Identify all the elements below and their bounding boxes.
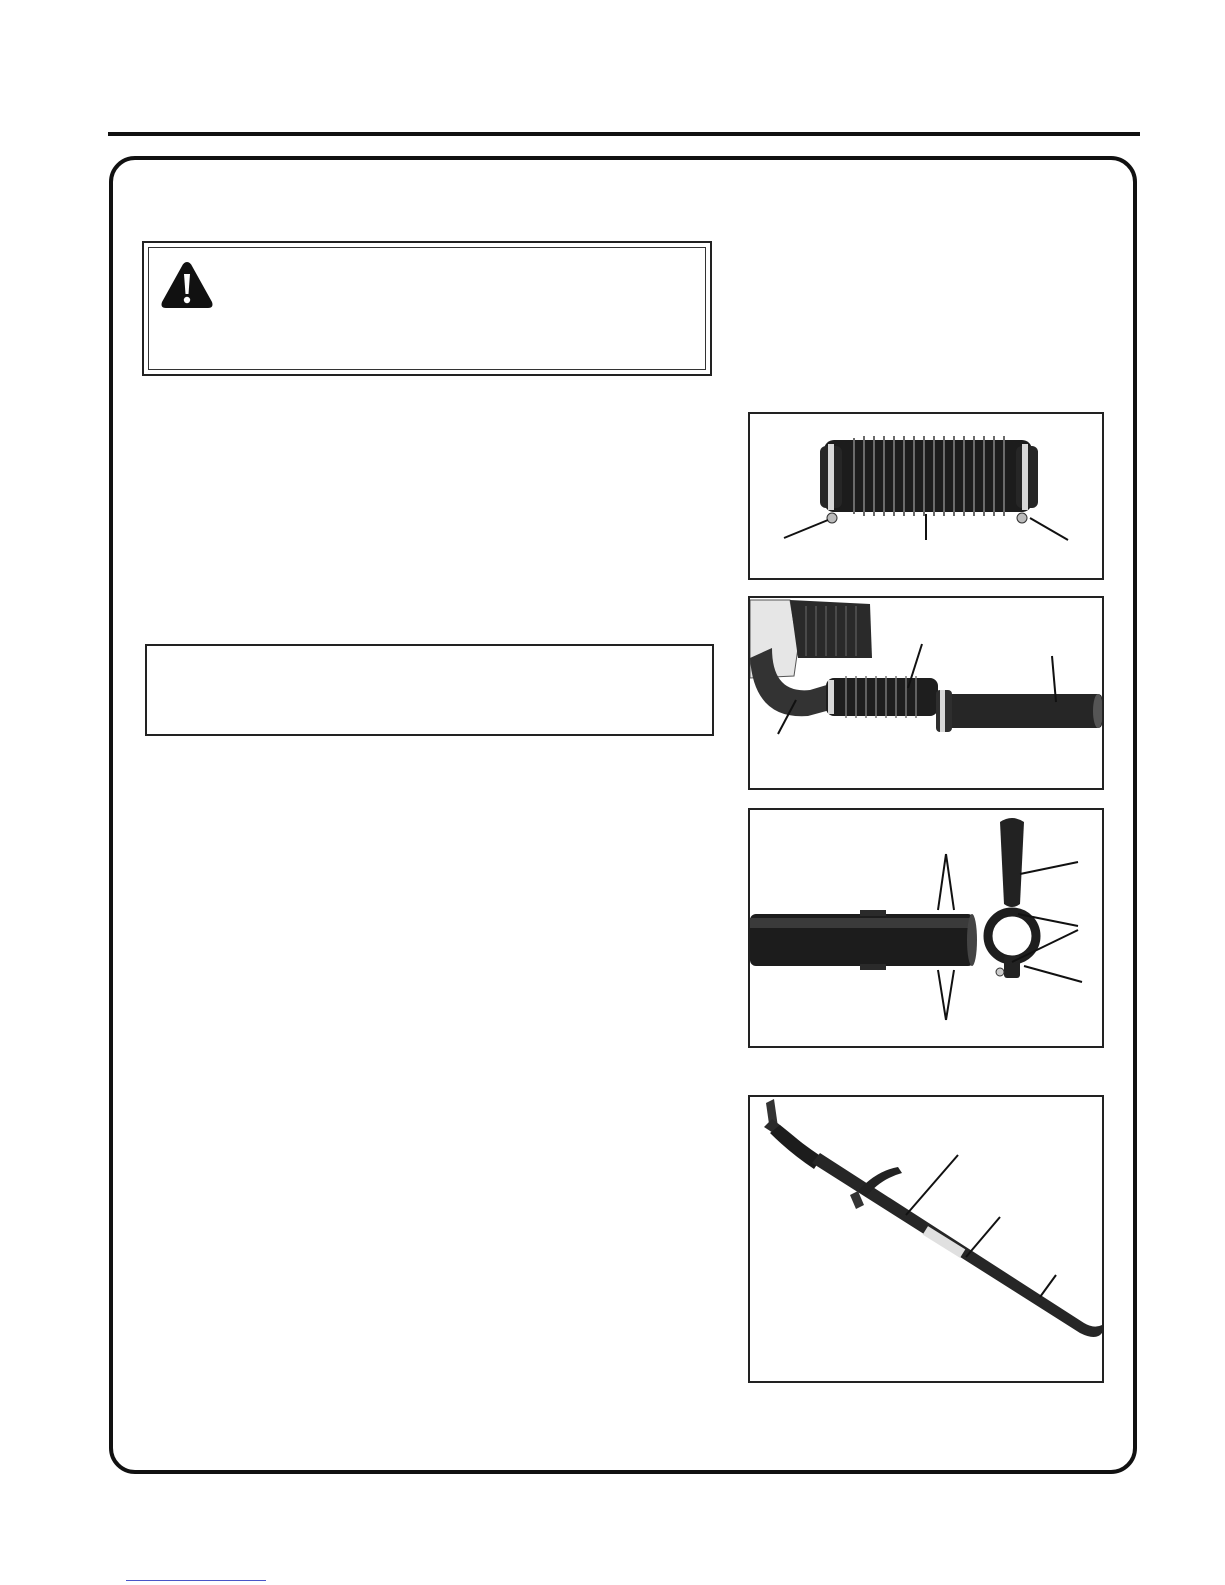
figure-assembled-tube [748,1095,1104,1383]
figure-handle-clamp [748,808,1104,1048]
figure-flex-hose [748,412,1104,580]
elbow-hose-pipe-image [750,648,1102,732]
warning-triangle-icon [160,260,214,310]
flex-hose-image [820,436,1038,523]
header-rule [108,132,1140,136]
warning-box [142,241,712,376]
footer-link-underline[interactable] [126,1580,266,1581]
assembled-tube-image [764,1099,1102,1337]
warning-inner-border [148,247,706,370]
note-box [145,644,714,736]
pipe-image [750,910,977,970]
figure-hose-attached [748,596,1104,790]
